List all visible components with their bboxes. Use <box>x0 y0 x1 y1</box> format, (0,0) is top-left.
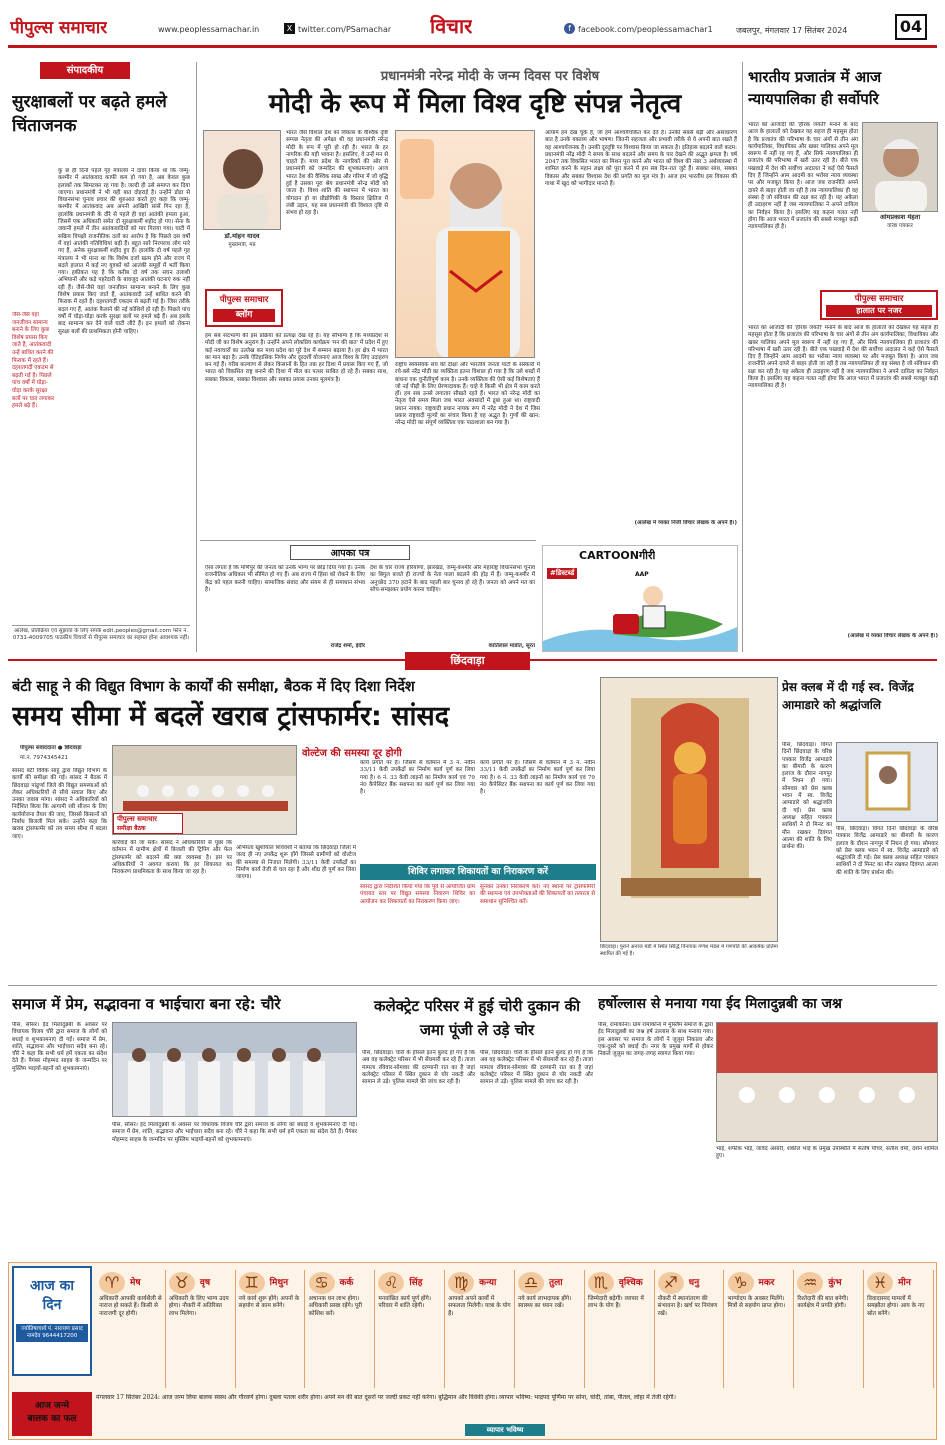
horoscope-title-top: आज का <box>30 1278 74 1294</box>
halat-badge <box>820 290 938 320</box>
chhindwara-label: छिंदवाड़ा <box>405 652 530 670</box>
zodiac-prediction: नये कार्य शुरू होंगे। अपनों के सहयोग से काम बनेंगे। <box>238 1296 300 1310</box>
birth-label-2: बालक का फल <box>27 1414 77 1424</box>
cartoon-title: CARTOONगीरी <box>579 549 656 562</box>
cartoon-panel <box>542 545 738 652</box>
editorial-label: संपादकीय <box>40 62 130 79</box>
bottom-rule <box>8 985 937 986</box>
birth-label-1: आज जन्मे <box>35 1401 69 1411</box>
chhindwara-body-4: कार्य प्रगति पर है। जिसमें से वर्तमान में 3 नं. नवीन 33/11 केवी उपकेंद्रों का निर्माण कार्य पूर्ण कर लिया गया है। 6 नं. 33 केवी लाइनों का निर्माण कार्य एवं 79 नं0 कैपेसिटर बैंक स्थापना का कार्य पूर्ण कर लिया गया है। <box>360 760 475 796</box>
chhindwara-mobile: मो.नं. 7974345421 <box>20 755 69 761</box>
chhindwara-body-4b: कार्य प्रगति पर है। जिसमें से वर्तमान में 3 नं. नवीन 33/11 केवी उपकेंद्रों का निर्माण कार्य पूर्ण कर लिया गया है। 6 नं. 33 केवी लाइनों का निर्माण कार्य एवं 79 नं0 कैपेसिटर बैंक स्थापना का कार्य पूर्ण कर लिया गया है। <box>480 760 595 796</box>
portrait-frame-icon <box>837 743 938 822</box>
zodiac-prediction: मनवांछित कार्य पूर्ण होंगे। परिवार में शांति रहेगी। <box>378 1296 431 1310</box>
zodiac-symbol-icon: ♎ <box>518 1272 544 1294</box>
modi-footer: (आलेख में व्यक्त निजी विचार लेखक के अपने हैं।) <box>634 520 737 526</box>
col-divider-left <box>196 62 197 652</box>
letters-label: आपका पत्र <box>290 545 410 560</box>
zodiac-prediction: अधिकारी के लिए भाग्य उदय होगा। नौकरी में अतिरिक्त लाभ मिलेगा। <box>168 1296 229 1317</box>
zodiac-name: सिंह <box>409 1278 423 1288</box>
facebook-icon: f <box>564 23 575 34</box>
zodiac-name: तुला <box>549 1278 563 1288</box>
zodiac-sign-2 <box>166 1270 236 1388</box>
zodiac-name: वृष <box>199 1278 211 1288</box>
judiciary-body: भारत को आजादी की 'हीरक जयंती' मनाने के बाद आज के हालातों को देखकर यह सहज ही महसूस होता है कि प्रजातंत्र की परिभाषा के चार अंगों से तीन अंग कार्यपालिका, विधायिका और खबर पालिका अपने मूल स्वरूप में नहीं रह गए हैं, और सिर्फ न्यायपालिका ही प्रजातंत्र की परिभाषा में खरी उतर रही है। बीते एक पखवाड़े में देश की सर्वोच्च अदालत ने कई ऐसे फैसले दिए हैं जिन्होंने आम आदमी का भरोसा न्याय व्यवस्था पर और मजबूत किया है। आज जब राजनीति अपने दायरे से बाहर होती जा रही है तब न्यायपालिका ही वह संस्था है जो संविधान की रक्षा कर रही है। यह अकेला ही उदाहरण नहीं है जब न्यायपालिका ने अपने दायित्व का निर्वहन किया है। इसलिए यह कहना गलत नहीं होगा कि आज भारत में प्रजातंत्र की सबसे मजबूत कड़ी न्यायपालिका ही है। <box>748 325 938 390</box>
halat-badge-label: हालात पर नजर <box>826 305 932 317</box>
zodiac-symbol-icon: ♈ <box>99 1272 125 1294</box>
ganesh-caption: छिंदवाड़ा। पुराने अनाज मंडी में स्थित सिद्धि विनायक गणेश मंडल में गणपति की आकर्षक प्रतिमा स्थापित की गई है। <box>600 944 778 957</box>
zodiac-symbol-icon: ♒ <box>797 1272 823 1294</box>
zodiac-symbol-icon: ♍ <box>448 1272 474 1294</box>
zodiac-sign-5 <box>375 1270 445 1388</box>
zodiac-symbol-icon: ♊ <box>239 1272 265 1294</box>
zodiac-name: मेष <box>130 1278 141 1288</box>
review-badge-logo: पीपुल्स समाचार <box>117 815 158 823</box>
zodiac-symbol-icon: ♏ <box>588 1272 614 1294</box>
zodiac-name: मकर <box>758 1278 775 1288</box>
chhindwara-kicker: बंटी साहू ने की विद्युत विभाग के कार्यों की समीक्षा, बैठक में दिए दिशा निर्देश <box>12 679 415 695</box>
camp-body-2: सुनकर उनका निराकरण करें। नए स्थानों पर ट्रांसफार्मरों की स्थापना एवं उपभोक्ताओं की शिकायतों का तत्परता से समाधान सुनिश्चित करें। <box>480 884 595 905</box>
ganesh-photo <box>600 677 778 942</box>
chhindwara-headline: समय सीमा में बदलें खराब ट्रांसफार्मर: सांसद <box>12 701 450 732</box>
zodiac-symbol-icon: ♑ <box>728 1272 754 1294</box>
editorial-side-quote: जैसे-जैसे वहां जनजीवन सामान्य बनाने के लिए कुछ विशेष प्रयास किए जाते हैं, आतंकवादी उन्हें बाधित करने की फिराक में रहते हैं। दहशतगर्दी एकदम से बढ़ती गई है। पिछले पांच वर्षों में घोड़ा-घोड़ा करके सुरक्षा बलों पर घात लगाकर हमले बढ़े हैं। <box>12 312 55 410</box>
author-name: डॉ.मोहन यादव <box>224 233 260 240</box>
zodiac-symbol-icon: ♋ <box>309 1272 335 1294</box>
letter-2: देश के चार राज्य हरियाणा, झारखंड, जम्मू-कश्मीर और महाराष्ट्र विधानसभा चुनाव का बिगुल बजते ही राज्यों के नेता पाला बदलने की होड़ में हैं। जम्मू-कश्मीर में अनुच्छेद 370 हटाने के बाद पहली बार चुनाव हो रहे हैं। जनता को अपने मत का सोच-समझकर प्रयोग करना चाहिए। <box>370 565 535 593</box>
zodiac-sign-3 <box>236 1270 306 1388</box>
zodiac-name: धनु <box>688 1278 700 1288</box>
zodiac-prediction: अचानक धन लाभ होगा। अधिकारी प्रसन्न रहेंगे। पूरी कोशिश करें। <box>308 1296 362 1317</box>
zodiac-prediction: नौकरी में स्थानांतरण की संभावना है। खर्च पर नियंत्रण रखें। <box>657 1296 718 1317</box>
modi-photo <box>395 130 535 358</box>
review-meeting-badge <box>113 813 183 834</box>
modi-headline: मोदी के रूप में मिला विश्व दृष्टि संपन्न नेतृत्व <box>268 89 682 119</box>
header-rule <box>8 45 937 48</box>
author-role: मुख्यमंत्री, मप्र <box>228 242 256 248</box>
zodiac-sign-8 <box>585 1270 655 1388</box>
astrologer-credit: ज्योतिषाचार्य पं. नारायण प्रसाद नामदेव 9644417200 <box>16 1324 88 1342</box>
col-divider-right <box>742 62 743 652</box>
zodiac-prediction: नये कार्य लाभदायक होंगे। स्वास्थ्य का ध्यान रखें। <box>518 1296 572 1310</box>
judiciary-author-role: वरिष्ठ पत्रकार <box>887 223 913 229</box>
ganesh-idol-icon <box>601 678 778 942</box>
halat-badge-logo: पीपुल्स समाचार <box>854 294 904 304</box>
zodiac-sign-1 <box>96 1270 166 1388</box>
chaure-body: पीसं, सौसर। ईद मिलादुन्नबी के अवसर पर विधायक विजय चौरे द्वारा समाज के लोगों को बधाई व शुभकामनाएं दी गईं। समाज में प्रेम, शांति, सद्भावना और भाईचारा सदैव बना रहे। चौरे ने कहा कि सभी धर्म हमें एकता का संदेश देते हैं। पैगंबर मोहम्मद साहब के जन्मदिन पर मुस्लिम भाइयों-बहनों को शुभकामनाएं। <box>12 1022 107 1072</box>
letter-1: ऐसा लगता है कि मणिपुर की जनता को उनके भाग्य पर छोड़ दिया गया है। उनके राजनीतिक अधिकार भी सीमित हो गए हैं। अब राज्य में हिंसा को रोकने के लिए केंद्र को पहल करनी चाहिए। सामाजिक संवाद और संयम से ही समाधान संभव है। <box>205 565 365 593</box>
modi-kicker: प्रधानमंत्री नरेन्द्र मोदी के जन्म दिवस पर विशेष <box>380 69 600 84</box>
modi-col2: राष्ट्रीय स्वयंसेवक संघ की दीक्षा और भारतीय जनता पार्टी के संस्कारों में रचे-बसे नरेंद्र मोदी का व्यक्तित्व इतना विशाल हो गया है कि उसे शब्दों में बांधना एक चुनौतीपूर्ण काम है। उनके व्यक्तित्व की ऐसी कई विशेषताएं हैं जो नई पीढ़ी के लिए प्रेरणादायक हैं। चाहे वे किसी भी क्षेत्र में काम करते हों। हम सब उनसे लगातार सीखते रहते हैं। भारत को नरेन्द्र मोदी का नेतृत्व ऐसे समय मिला जब भारत अवसादों में डूबा हुआ था। राष्ट्रवादी प्रधान नायक: राष्ट्रवादी प्रधान नायक रूप में नरेंद्र मोदी ने देश में जिस प्रकार राष्ट्रवादी मूल्यों का संचार किया है वह अद्भुत है। गुणों की खान: नरेन्द्र मोदी का संपूर्ण व्यक्तित्व एक पाठशाला बन गया है। <box>395 362 540 427</box>
modi-col3: आयाम हम देख चुके हैं, जो हमें आश्चर्यचकित कर देते हैं। उनकी सबसे बड़ी और असाधारण बात है उनके वक्तव्य और भाषण। जितनी सहजता और प्रभावी तरीके से वे अपनी बात रखते हैं वह आश्चर्यजनक है। उनकी दूरदृष्टि पर विश्वास किया जा सकता है। इतिहास बदलने वाले कदम: प्रधानमंत्री नरेंद्र मोदी ने समय के साथ बदलने और समय के पार देखने की अद्भुत क्षमता है। वर्ष 2047 तक विकसित भारत का मिशन पूरा करने और भारत को विश्व की नंबर 3 अर्थव्यवस्था में शामिल करने के महान लक्ष्य को पूरा करने में हम सब दिन-रात जुटे हैं। सबका साथ, सबका विकास और सबका विश्वास देश की प्रगति का मूल मंत्र है। आज हम भारतीय इस विकास की गाथा में खुद को भागीदार मानते हैं। <box>545 130 737 188</box>
section-name: विचार <box>430 14 473 38</box>
newspaper-logo: पीपुल्स समाचार <box>10 18 108 38</box>
zodiac-prediction: अधिकारी आपकी कार्यशैली से नाराज हो सकते हैं। किसी से नाराजगी दूर होगी। <box>99 1296 162 1317</box>
meeting-photo <box>112 745 297 835</box>
zodiac-symbol-icon: ♉ <box>169 1272 195 1294</box>
zodiac-prediction: जिम्मेदारी बढ़ेगी। व्यापार में लाभ के योग हैं। <box>587 1296 644 1310</box>
zodiac-prediction: भाग्योदय के अवसर मिलेंगे। मित्रों से सहयोग प्राप्त होगा। <box>727 1296 786 1310</box>
eid-photo <box>716 1022 938 1142</box>
chaure-headline: समाज में प्रेम, सद्भावना व भाईचारा बना रहे: चौरे <box>12 995 281 1013</box>
zodiac-name: कन्या <box>479 1278 497 1288</box>
group-photo-icon <box>113 1023 357 1117</box>
page-number: 04 <box>895 14 927 40</box>
dateline: जबलपुर, मंगलवार 17 सितंबर 2024 <box>736 26 848 35</box>
review-badge-label: समीक्षा बैठक <box>117 825 146 832</box>
person-avatar-icon <box>863 123 938 212</box>
chhindwara-body-3: अभियंता खुशीयाल शिववंशी ने बताया कि छिंदवाड़ा जिला में जल्द ही नए उपकेंद्र शुरू होंगे जिससे ग्रामीणों को वोल्टेज की समस्या से निजात मिलेगी। 33/11 केवी उपकेंद्रों का निर्माण कार्य तेजी से चल रहा है और शीघ्र ही पूर्ण कर लिया जाएगा। <box>236 845 356 881</box>
website-link[interactable]: www.peoplessamachar.in <box>158 25 260 34</box>
zodiac-name: मिथुन <box>269 1278 289 1288</box>
modi-col1: भारत जैसे विशाल देश को विकास के वैश्विक दृष्टि सम्पन्न नेतृत्व की अपेक्षा थी वह प्रधानमंत्री नरेन्द्र मोदी के रूप में पूरी हो रही है। भारत के हर नागरिक की यही भावना है। इसलिए, वे उन्हें मन से चाहते हैं। मध्य प्रदेश के नागरिकों की ओर से प्रधानमंत्री को जन्मदिन की शुभकामनाएं। आज भारत देश की वैश्विक साख और गरिमा में जो वृद्धि हुई है उसका पूरा श्रेय प्रधानमंत्री नरेन्द्र मोदी को जाता है। विश्व शांति की स्थापना में भारत का योगदान हो या प्रौद्योगिकी के विस्तार क्षितिज में लंबी उड़ान, यह सब प्रधानमंत्री की विशाल दृष्टि से संभव हो रहा है। <box>286 130 388 217</box>
birth-box <box>12 1392 92 1436</box>
zodiac-sign-6 <box>445 1270 515 1388</box>
editorial-footer: आलेख, प्रतिक्रिया एवं सुझावों के लिए संपर्क edit.peoples@gmail.com फोन नं. 0731-4009705 पाठकीय विचारों से पीपुल्स समाचार का सहमत होना आवश्यक नहीं। <box>12 628 190 641</box>
zodiac-name: वृश्चिक <box>618 1278 643 1288</box>
zodiac-name: मीन <box>898 1278 911 1288</box>
theft-body-2: पीसं, छिंदवाड़ा। चोरों के हौसले इतने बुलंद हो गए हैं कि अब वह कलेक्ट्रेट परिसर में भी सेंधमारी कर रहे हैं। ताजा मामला रविवार-सोमवार की दरम्यानी रात का है जहां कलेक्ट्रेट परिसर में स्थित दुकान से चोर नकदी और सामान ले उड़े। पुलिस मामले की जांच कर रही है। <box>480 1050 593 1086</box>
theft-body: पीसं, छिंदवाड़ा। चोरों के हौसले इतने बुलंद हो गए हैं कि अब वह कलेक्ट्रेट परिसर में भी सेंधमारी कर रहे हैं। ताजा मामला रविवार-सोमवार की दरम्यानी रात का है जहां कलेक्ट्रेट परिसर में स्थित दुकान से चोर नकदी और सामान ले उड़े। पुलिस मामले की जांच कर रही है। <box>362 1050 475 1086</box>
zodiac-prediction: आपको अपने कार्यों में सफलता मिलेगी। यात्रा के योग हैं। <box>448 1296 511 1317</box>
letters-rule <box>200 540 536 541</box>
theft-headline: कलेक्ट्रेट परिसर में हुई चोरी दुकान की जमा पूंजी ले उड़े चोर <box>374 997 580 1039</box>
zodiac-symbol-icon: ♌ <box>378 1272 404 1294</box>
eid-headline: हर्षोल्लास से मनाया गया ईद मिलादुन्नबी का जश्न <box>598 996 842 1012</box>
editorial-rule <box>12 625 190 626</box>
zodiac-symbol-icon: ♓ <box>867 1272 893 1294</box>
person-avatar-icon <box>204 131 281 230</box>
cartoon-drawing-icon <box>543 546 738 652</box>
tribute-body: पीसं, छिंदवाड़ा। विगत दिनों छिंदवाड़ा के वरिष्ठ पत्रकार विजेंद्र आमाडारे का बीमारी के कारण इलाज के दौरान नागपुर में निधन हो गया। सोमवार को प्रेस क्लब भवन में स्व. विजेंद्र आमाडारे को श्रद्धांजलि दी गई। प्रेस क्लब अध्यक्ष सहित पत्रकार साथियों ने दो मिनट का मौन रखकर दिवंगत आत्मा की शांति के लिए प्रार्थना की। <box>782 742 832 851</box>
letter-2-signature: कांतिलाल मांडोत, सूरत <box>488 643 535 649</box>
horoscope-title-box <box>12 1266 92 1376</box>
zodiac-name: कर्क <box>339 1278 354 1288</box>
gathering-photo-icon <box>717 1023 938 1142</box>
chhindwara-reporter: पीपुल्स संवाददाता ● छिंदवाड़ा <box>20 745 82 751</box>
camp-body-1: सांसद द्वारा निर्देशित किया गया कि पूर्व से आयोजित ग्राम पंचायत स्तर पर विद्युत समस्या निवारण शिविर का आयोजन कर शिकायतों का निराकरण किया जाए। <box>360 884 475 905</box>
birth-ticker: मंगलवार 17 सितंबर 2024: आज जन्म लिया बालक स्वस्थ और गौरवर्ण होगा। दुबला पतला शरीर होगा। अपने मन की बात दूसरों पर जल्दी प्रकट नहीं करेगा। बुद्धिमान और विवेकी होगा। व्यापार भविष्य: भाद्रपद पूर्णिमा पर सोना, चांदी, तांबा, पीतल, लोहा में तेजी रहेगी। <box>96 1394 676 1401</box>
zodiac-prediction: रिश्तेदारी की बात बनेगी। कार्यक्षेत्र में प्रगति होगी। <box>797 1296 849 1310</box>
zodiac-sign-4 <box>306 1270 376 1388</box>
blog-badge-logo: पीपुल्स समाचार <box>219 295 269 305</box>
camp-headline: शिविर लगाकर शिकायतों का निराकरण करें <box>360 864 596 880</box>
zodiac-prediction: विवादास्पद मामलों में समझौता होगा। आय के नए स्रोत बनेंगे। <box>867 1296 925 1317</box>
modi-col1b: हम सब सदभाग्य की इस प्रक्रिया को प्रत्यक्ष देख रहे हैं। यह सौभाग्य है कि मध्यप्रदेश से मोदी जी का विशेष अनुराग है। उन्होंने अपने लोकप्रिय कार्यक्रम 'मन की बात' में प्रदेश में हुए कई नवाचारों का उल्लेख कर मध्य प्रदेश का पूरे देश में सम्मान बढ़ाया है। हर क्षेत्र में भारत का मान बढ़ा है। उनके ऐतिहासिक निर्णय और दूरदर्शी योजनाएं आज विश्व के लिए उदाहरण बन गई हैं। गरीब कल्याण से लेकर किसानों के हित तक हर दिशा में प्रयास किए गए हैं, जो भारत को विकसित राष्ट्र बनाने की दिशा में मील का पत्थर साबित हो रहे हैं। सबका साथ, सबका विकास, सबका विश्वास और सबका प्रयास उनका मूलमंत्र है। <box>205 333 388 383</box>
masthead <box>0 0 945 62</box>
zodiac-name: कुंभ <box>828 1278 842 1288</box>
zodiac-symbol-icon: ♐ <box>658 1272 684 1294</box>
judiciary-footer: (आलेख में व्यक्त विचार लेखक के अपने हैं।) <box>847 633 938 639</box>
cartoon-tag: #डिस्टर्ब्ड <box>547 568 577 579</box>
blog-badge-label: ब्लॉग <box>213 309 275 322</box>
letter-1-signature: राजेंद्र शर्मा, इंदौर <box>330 643 365 649</box>
zodiac-sign-10 <box>725 1270 795 1388</box>
eid-body-2: भाई, शफीक भाई, जावेद अंसारी, शकील भाई के प्रमुख उपस्थिति में संतोष पौचरे, सतीश वर्मा, दर्शन शामिल हुए। <box>716 1146 938 1160</box>
judiciary-author-photo <box>862 122 938 212</box>
tribute-body-2: पीसं, छिंदवाड़ा। विगत दिनों छिंदवाड़ा के वरिष्ठ पत्रकार विजेंद्र आमाडारे का बीमारी के कारण इलाज के दौरान नागपुर में निधन हो गया। सोमवार को प्रेस क्लब भवन में स्व. विजेंद्र आमाडारे को श्रद्धांजलि दी गई। प्रेस क्लब अध्यक्ष सहित पत्रकार साथियों ने दो मिनट का मौन रखकर दिवंगत आत्मा की शांति के लिए प्रार्थना की। <box>836 826 938 876</box>
market-label: व्यापार भविष्य <box>465 1424 545 1436</box>
tribute-photo <box>836 742 938 822</box>
voltage-subhead: वोल्टेज की समस्या दूर होगी <box>302 748 402 759</box>
horoscope-title-bottom: दिन <box>42 1297 62 1313</box>
judiciary-headline: भारतीय प्रजातंत्र में आज न्यायपालिका ही सर्वोपरि <box>748 68 882 108</box>
author-photo <box>203 130 281 230</box>
judiciary-body-top: भारत को आजादी की 'हीरक जयंती' मनाने के बाद आज के हालातों को देखकर यह सहज ही महसूस होता है कि प्रजातंत्र की परिभाषा के चार अंगों से तीन अंग कार्यपालिका, विधायिका और खबर पालिका अपने मूल स्वरूप में नहीं रह गए हैं, और सिर्फ न्यायपालिका ही प्रजातंत्र की परिभाषा में खरी उतर रही है। बीते एक पखवाड़े में देश की सर्वोच्च अदालत ने कई ऐसे फैसले दिए हैं जिन्होंने आम आदमी का भरोसा न्याय व्यवस्था पर और मजबूत किया है। आज जब राजनीति अपने दायरे से बाहर होती जा रही है तब न्यायपालिका ही वह संस्था है जो संविधान की रक्षा कर रही है। यह अकेला ही उदाहरण नहीं है जब न्यायपालिका ने अपने दायित्व का निर्वहन किया है। इसलिए यह कहना गलत नहीं होगा कि आज भारत में प्रजातंत्र की सबसे मजबूत कड़ी न्यायपालिका ही है। <box>748 122 858 231</box>
facebook-link[interactable]: facebook.com/peoplessamachar1 <box>578 25 713 34</box>
chaure-photo <box>112 1022 357 1117</box>
editorial-body: कु छ ही दिनों पहले गृह मंत्रालय ने दावा किया था कि जम्मू-कश्मीर में आतंकवाद काफी कम हो गया है, अब केवल कुछ इलाकों तक सिमटकर रह गया है। जल्दी ही उसे समाप्त कर दिया जाएगा। प्रधानमंत्री ने भी यही बात दोहराई है। उन्होंने डोडा से विधानसभा चुनाव प्रचार की शुरुआत करते हुए कहा कि जम्मू-कश्मीर में आतंकवाद अब अपनी आखिरी सांसें गिन रहा है, हालांकि प्रधानमंत्री के दौरे से पहले ही वहां आतंकी हमला हुआ, जिसमें एक अधिकारी समेत दो सुरक्षाकर्मी शहीद हो गए। सेना के जवानी हमले में तीन आतंकवादियों को मार गिराया गया। घाटी में सक्रिय विपक्षी राजनीतिक दलों का आरोप है कि पिछले दस वर्षों में वहां आतंकी गतिविधियां बढ़ी हैं। बहुत सारे निरपराध लोग मारे गए हैं, अनेक सुरक्षाकर्मी शहीद हुए हैं। हालांकि दो वर्ष पहले गृह मंत्रालय ने भी माना था कि विशेष दर्जा खत्म होने और राज्य में बदले हालात में कई नए युवकों को आतंकी समूहों में भर्ती किया गया। हकीकत यह है कि करीब दो वर्ष तक सघन तलाशी अभियानों और कड़े पहरेदारी के बावजूद आतंकी घटनाएं रुक नहीं रही हैं। जैसे-जैसे वहां जनजीवन सामान्य बनाने के लिए कुछ विशेष प्रयास किए जाते हैं, आतंकवादी उन्हें बाधित करने की फिराक में रहते हैं। दहशतगर्दी एकदम से बढ़ती गई है। जिस तरीके बदल गए हैं, आतंक फैलाने की नई कोशिशें हो रही हैं। पिछले पांच वर्षों में घोड़ा-घोड़ा करके सुरक्षा बलों पर हमले बढ़े हैं। अब इसके बाद सामान्य कर देने वाले घाटी लौटे हैं। इन हमलों को रोकना सुरक्षा बलों की प्राथमिकता होनी चाहिए। <box>58 168 190 335</box>
chhindwara-body-1: सांसद बंटी विवेक साहू द्वारा विद्युत विभाग के कार्यों की समीक्षा की गई। सांसद ने बैठक में छिंदवाड़ा पांढुर्णा जिले की विद्युत समस्याओं को लेकर अधिकारियों से सीधे सवाल किए और उनका जवाब मांगा। सांसद ने अधिकारियों को निर्देशित किया कि आगामी रबी सीजन के लिए कार्ययोजना तैयार की जाए, जिससे किसानों को निर्बाध बिजली मिल सके। उन्होंने कहा कि खराब ट्रांसफार्मर को तय समय सीमा में बदला जाए। <box>12 768 107 840</box>
twitter-icon: X <box>284 23 295 34</box>
editorial-headline: सुरक्षाबलों पर बढ़ते हमले चिंताजनक <box>12 92 167 136</box>
chaure-body-2: पीसं, सौसर। ईद मिलादुन्नबी के अवसर पर विधायक विजय चौरे द्वारा समाज के लोगों को बधाई व शुभकामनाएं दी गईं। समाज में प्रेम, शांति, सद्भावना और भाईचारा सदैव बना रहे। चौरे ने कहा कि सभी धर्म हमें एकता का संदेश देते हैं। पैगंबर मोहम्मद साहब के जन्मदिन पर मुस्लिम भाइयों-बहनों को शुभकामनाएं। <box>112 1122 357 1143</box>
zodiac-sign-9 <box>655 1270 725 1388</box>
tribute-headline: प्रेस क्लब में दी गई स्व. विजेंद्र आमाडारे को श्रद्धांजलि <box>782 680 914 712</box>
zodiac-sign-7 <box>515 1270 585 1388</box>
twitter-link[interactable]: twitter.com/PSamachar <box>298 25 392 34</box>
waving-leader-icon <box>396 131 535 358</box>
zodiac-sign-12 <box>864 1270 934 1388</box>
cartoon-bag-label: AAP <box>635 571 649 578</box>
chhindwara-body-2: कार्रवाई की जा सके। सांसद ने अधिकारियों से पूछा कि वर्तमान में ग्रामीण क्षेत्रों में बिजली की ट्रिपिंग और फेल ट्रांसफार्मर को बदलने की क्या व्यवस्था है। इस पर अधिकारियों ने अवगत कराया कि हर शिकायत का निराकरण प्राथमिकता के साथ किया जा रहा है। <box>112 840 232 876</box>
judiciary-author-name: ओमप्रकाश मेहता <box>879 214 921 221</box>
zodiac-sign-11 <box>794 1270 864 1388</box>
blog-badge <box>205 289 283 327</box>
eid-body: पीसं, रामाकोना। ग्राम रामाकोना में मुस्लिम समाज के द्वारा ईद मिलादुन्नबी का जश्न हर्ष उल्लास के साथ मनाया गया। इस अवसर पर समाज के लोगों ने जुलूस निकाला और एक-दूसरे को बधाई दी। नगर के प्रमुख मार्गों से होकर निकले जुलूस का जगह-जगह स्वागत किया गया। <box>598 1022 713 1058</box>
